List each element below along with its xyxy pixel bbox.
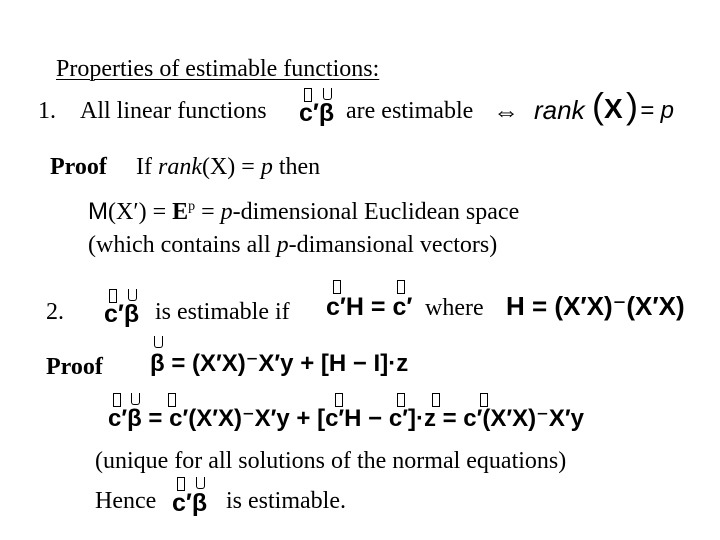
placeholder-box-icon: [333, 280, 341, 294]
rank-word: rank: [534, 95, 585, 125]
item2-text: is estimable if: [155, 299, 290, 325]
hence-tail: is estimable.: [226, 488, 346, 514]
hence-word: Hence: [95, 488, 157, 514]
rank-arg: X: [604, 93, 623, 124]
item1-text: All linear functions: [80, 98, 267, 124]
rank-close-paren: ): [626, 85, 638, 126]
item1-number: 1.: [38, 98, 56, 124]
item1-expr: c′β: [299, 99, 335, 127]
proof1-label: Proof: [50, 154, 107, 180]
rank-equals-p: = p: [640, 97, 675, 124]
item1-suffix: are estimable: [346, 98, 474, 124]
unique-note: (unique for all solutions of the normal equations): [95, 448, 567, 474]
beta-equation: β = (X′X)⁻X′y + [H − I]·z: [150, 350, 409, 377]
hat-icon: [196, 477, 205, 489]
proof2-label: Proof: [46, 354, 103, 380]
slide-heading: Properties of estimable functions:: [56, 56, 380, 82]
c-beta-equation: c′β = c′(X′X)⁻X′y + [c′H − c′]·z = c′(X′X)⁻X′y: [108, 405, 584, 432]
hat-icon: [154, 336, 163, 348]
proof1-line2: $M(X') = E^p$ = p-dimensional Euclidean space: [88, 198, 520, 225]
item2-condition: c′H = c′: [326, 293, 413, 321]
proof1-line1: If rank(X) = p then: [136, 154, 321, 180]
hat-icon: [131, 393, 140, 405]
item2-where: where: [425, 295, 484, 321]
iff-arrow-icon: ⇔: [493, 97, 519, 126]
hence-expr: c′β: [172, 489, 208, 517]
item2-number: 2.: [46, 299, 64, 325]
proof1-line3: (which contains all p-dimansional vectors): [88, 232, 498, 258]
item2-expr: c′β: [104, 300, 140, 328]
item2-H-definition: H = (X′X)⁻(X′X): [506, 291, 685, 321]
placeholder-box-icon: [397, 280, 405, 294]
rank-open-paren: (: [592, 85, 604, 126]
